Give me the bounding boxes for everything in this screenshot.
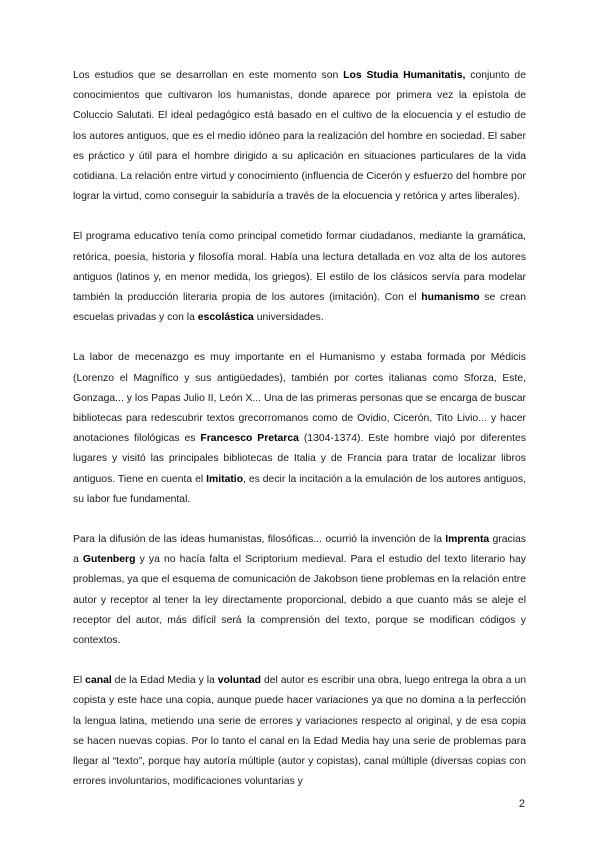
paragraph bbox=[73, 227, 526, 328]
bold-term: voluntad bbox=[217, 675, 262, 687]
paragraph bbox=[73, 530, 526, 651]
text-run: se crean escuelas privadas y con la bbox=[73, 292, 526, 324]
bold-term: humanismo bbox=[421, 292, 480, 304]
text-run: El bbox=[73, 675, 86, 687]
paragraph bbox=[73, 671, 526, 792]
text-run: gracias a bbox=[73, 534, 526, 566]
bold-term: canal bbox=[85, 675, 112, 687]
bold-term: Gutenberg bbox=[82, 554, 136, 566]
bold-term: escolástica bbox=[197, 312, 254, 324]
bold-term: Francesco Pretarca bbox=[200, 433, 299, 445]
text-run: Para la difusión de las ideas humanistas, filosóficas... ocurrió la invención de la bbox=[73, 534, 446, 546]
text-run: (1304-1374). Este hombre viajó por diferentes lugares y visitó las principales bibliotecas de Italia y de Francia para tratar de localizar libros antiguos. Tiene en cuenta el bbox=[73, 433, 526, 485]
text-run: de la Edad Media y la bbox=[111, 675, 218, 687]
paragraph bbox=[73, 66, 526, 207]
text-run: El programa educativo tenía como principal cometido formar ciudadanos, mediante la gramática, retórica, poesía, historia y filosofía moral. Había una lectura detallada en voz alta de los autores antiguos (latinos y, en menor medida, los griegos). El estilo de los clásicos servía para modelar también la producción literaria propia de los autores (imitación). Con el bbox=[73, 231, 526, 304]
text-run: , es decir la incitación a la emulación de los autores antiguos, su labor fue fundamental. bbox=[73, 473, 526, 505]
bold-term: Imprenta bbox=[445, 534, 490, 546]
text-run: La labor de mecenazgo es muy importante en el Humanismo y estaba formada por Médicis (Lorenzo el Magnífico y sus antigüedades), también por cortes italianas como Sforza, Este, Gonzaga... y los Papas Julio II, León X... Una de las primeras personas que se encarga de buscar bibliotecas para redescubrir textos grecorromanos como de Ovidio, Cicerón, Tito Livio... y hacer anotaciones filológicas es bbox=[73, 352, 526, 445]
text-run: y ya no hacía falta el Scriptorium medieval. Para el estudio del texto literario hay problemas, ya que el esquema de comunicación de Jakobson tiene problemas en la relación entre autor y receptor al tener la ley directamente proporcional, debido a que cuanto más se aleje el receptor del autor, más difícil será la comprensión del texto, porque se modifican códigos y contextos. bbox=[73, 554, 526, 647]
body-text bbox=[73, 66, 526, 813]
bold-term: Los Studia Humanitatis, bbox=[343, 70, 466, 81]
text-run: Los estudios que se desarrollan en este momento son bbox=[73, 70, 344, 81]
text-run: universidades. bbox=[253, 312, 324, 324]
paragraph bbox=[73, 348, 526, 510]
page-number: 2 bbox=[518, 798, 525, 810]
text-run: conjunto de conocimientos que cultivaron los humanistas, donde aparece por primera vez la epístola de Coluccio Salutati. El ideal pedagógico está basado en el cultivo de la elocuencia y el estudio de los autores antiguos, que es el medio idóneo para la realización del hombre en sociedad. El saber es práctico y útil para el hombre dirigido a su aplicación en situaciones particulares de la vida cotidiana. La relación entre virtud y conocimiento (influencia de Cicerón y esfuerzo del hombre por lograr la virtud, como conseguir la sabiduría a través de la elocuencia y retórica y artes liberales). bbox=[73, 70, 526, 203]
bold-term: Imitatio bbox=[206, 473, 244, 485]
text-run: del autor es escribir una obra, luego entrega la obra a un copista y este hace una copia, aunque puede hacer variaciones ya que no domina a la perfección la lengua latina, metiendo una serie de errores y variaciones respecto al original, y de esa copia se hacen nuevas copias. Por lo tanto el canal en la Edad Media hay una serie de problemas para llegar al “texto”, porque hay autoría múltiple (autor y copistas), canal múltiple (diversas copias con errores involuntarios, modificaciones voluntarias y bbox=[73, 675, 527, 788]
